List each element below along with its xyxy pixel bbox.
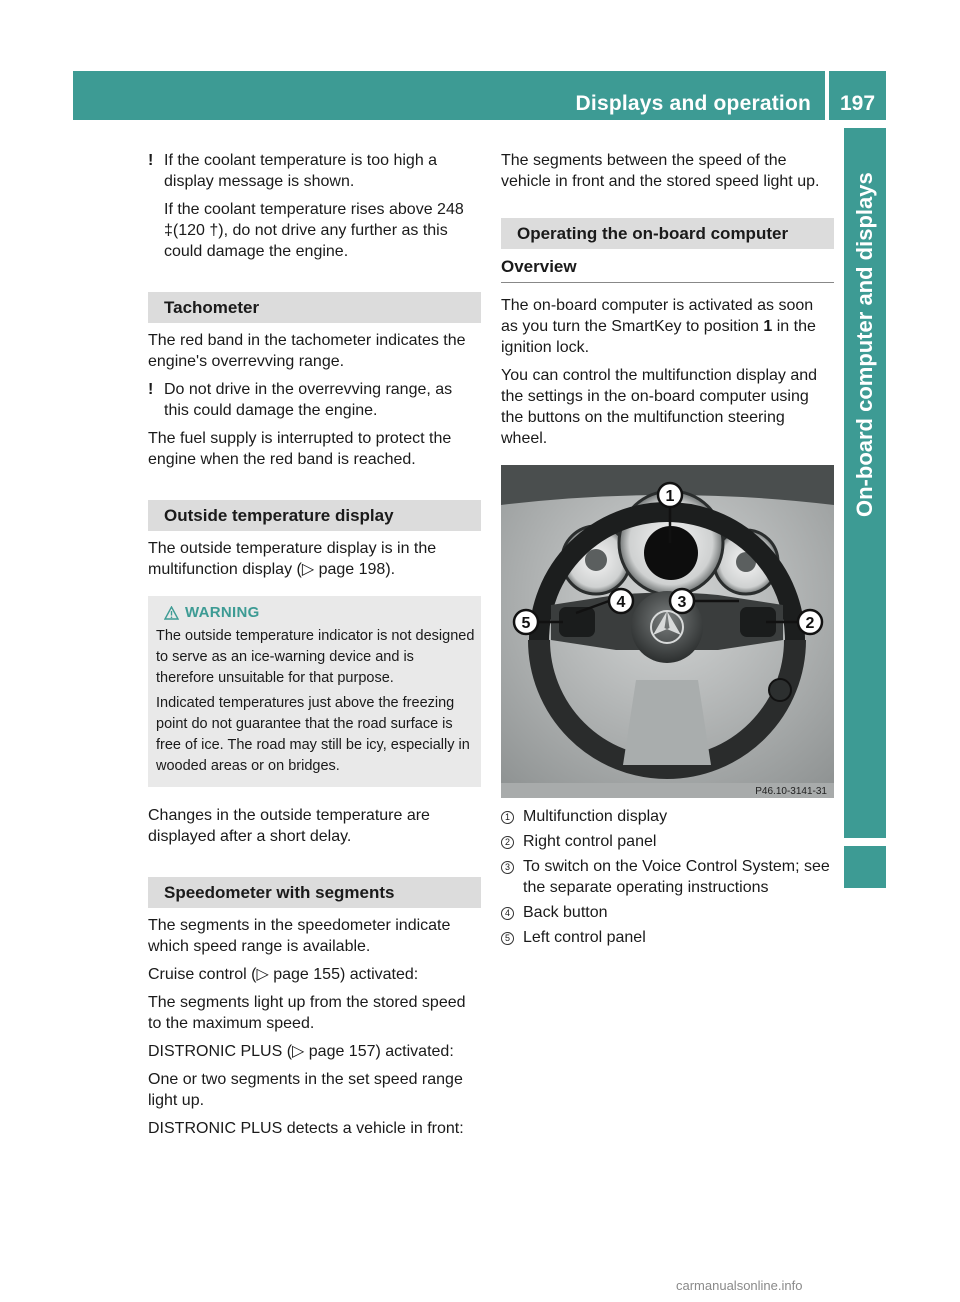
steering-wheel-figure [501, 465, 834, 798]
warning-triangle-icon [164, 606, 179, 620]
legend-text: To switch on the Voice Control System; see the separate operating instructions [523, 858, 830, 896]
watermark[interactable]: carmanualsonline.info [676, 1278, 803, 1293]
activation-text-b: in the ignition lock. [501, 318, 816, 356]
side-tab-label: On-board computer and displays [852, 172, 877, 517]
legend-item [501, 902, 834, 923]
warning-title [164, 602, 475, 623]
speedometer-heading: Speedometer with segments [148, 877, 481, 908]
figure-caption: P46.10-3141-31 [755, 786, 827, 797]
svg-text:4: 4 [616, 594, 626, 611]
legend-item [501, 856, 834, 898]
legend-number: 4 [501, 902, 523, 923]
left-gauge-hub [585, 549, 607, 571]
activation-text [501, 295, 834, 358]
caution-icon: ! [148, 381, 154, 398]
callout-4 [609, 589, 633, 613]
speedo-text-4: DISTRONIC PLUS (▷ page 157) activated: [148, 1043, 454, 1060]
svg-text:3: 3 [677, 594, 687, 611]
coolant-note [148, 150, 481, 192]
right-column [501, 150, 834, 952]
legend-text: Back button [523, 904, 608, 921]
steering-wheel-illustration [501, 465, 834, 798]
coolant-note-cont: If the coolant temperature rises above 248 ‡(120 †), do not drive any further as this could damage the engine. [164, 201, 464, 260]
speedo-text-1: The segments in the speedometer indicate which speed range is available. [148, 917, 451, 955]
warning-text-1: The outside temperature indicator is not designed to serve as an ice-warning device and is therefore unsuitable for that purpose. [156, 628, 475, 686]
legend-number: 5 [501, 927, 523, 948]
fuel-supply-text: The fuel supply is interrupted to protect the engine when the red band is reached. [148, 430, 452, 468]
header-bar [73, 71, 886, 120]
legend-text: Left control panel [523, 929, 646, 946]
svg-text:1: 1 [665, 488, 675, 505]
legend-text: Right control panel [523, 833, 657, 850]
outside-temp-delay-text: Changes in the outside temperature are displayed after a short delay. [148, 807, 430, 845]
position-number: 1 [763, 318, 773, 335]
control-text: You can control the multifunction display and the settings in the on-board computer using the buttons on the multifunction steering wheel. [501, 367, 818, 447]
legend-text: Multifunction display [523, 808, 668, 825]
warning-box [148, 596, 481, 787]
speedo-text-5: One or two segments in the set speed range light up. [148, 1071, 463, 1109]
overrev-note-text: Do not drive in the overrevving range, as this could damage the engine. [164, 381, 453, 419]
wheel-lower-spoke [623, 680, 711, 765]
callout-5 [514, 610, 538, 634]
overview-subhead: Overview [501, 256, 834, 283]
page-number: 197 [839, 92, 876, 115]
speedo-text-2: Cruise control (▷ page 155) activated: [148, 966, 419, 983]
svg-text:5: 5 [521, 615, 531, 632]
legend-number: 2 [501, 831, 523, 852]
tachometer-heading: Tachometer [148, 292, 481, 323]
speedo-text-6: DISTRONIC PLUS detects a vehicle in front: [148, 1120, 464, 1137]
tachometer-text: The red band in the tachometer indicates the engine's overrevving range. [148, 332, 466, 370]
segments-text: The segments between the speed of the vehicle in front and the stored speed light up. [501, 152, 820, 190]
onboard-heading: Operating the on-board computer [501, 218, 834, 249]
warning-label: WARNING [185, 604, 260, 621]
speedo-text-3: The segments light up from the stored speed to the maximum speed. [148, 994, 466, 1032]
side-block [844, 846, 886, 888]
left-column [148, 150, 481, 1146]
legend-number: 1 [501, 806, 523, 827]
caution-icon: ! [148, 152, 154, 169]
ignition-lock [769, 679, 791, 701]
overrev-note [148, 379, 481, 421]
activation-text-a: The on-board computer is activated as soon as you turn the SmartKey to position [501, 297, 814, 335]
callout-3 [670, 589, 694, 613]
svg-text:2: 2 [805, 615, 815, 632]
legend-number: 3 [501, 856, 523, 898]
callout-1 [658, 483, 682, 507]
legend-item [501, 927, 834, 948]
legend-item [501, 806, 834, 827]
outside-temp-text: The outside temperature display is in the multifunction display (▷ page 198). [148, 540, 437, 578]
warning-text-2: Indicated temperatures just above the freezing point do not guarantee that the road surface is free of ice. The road may still be icy, especially in wooded areas or on bridges. [156, 695, 470, 774]
outside-temp-heading: Outside temperature display [148, 500, 481, 531]
header-title: Displays and operation [575, 92, 811, 115]
coolant-note-text: If the coolant temperature is too high a display message is shown. [164, 152, 438, 190]
legend-item [501, 831, 834, 852]
legend-list [501, 806, 834, 948]
callout-2 [798, 610, 822, 634]
